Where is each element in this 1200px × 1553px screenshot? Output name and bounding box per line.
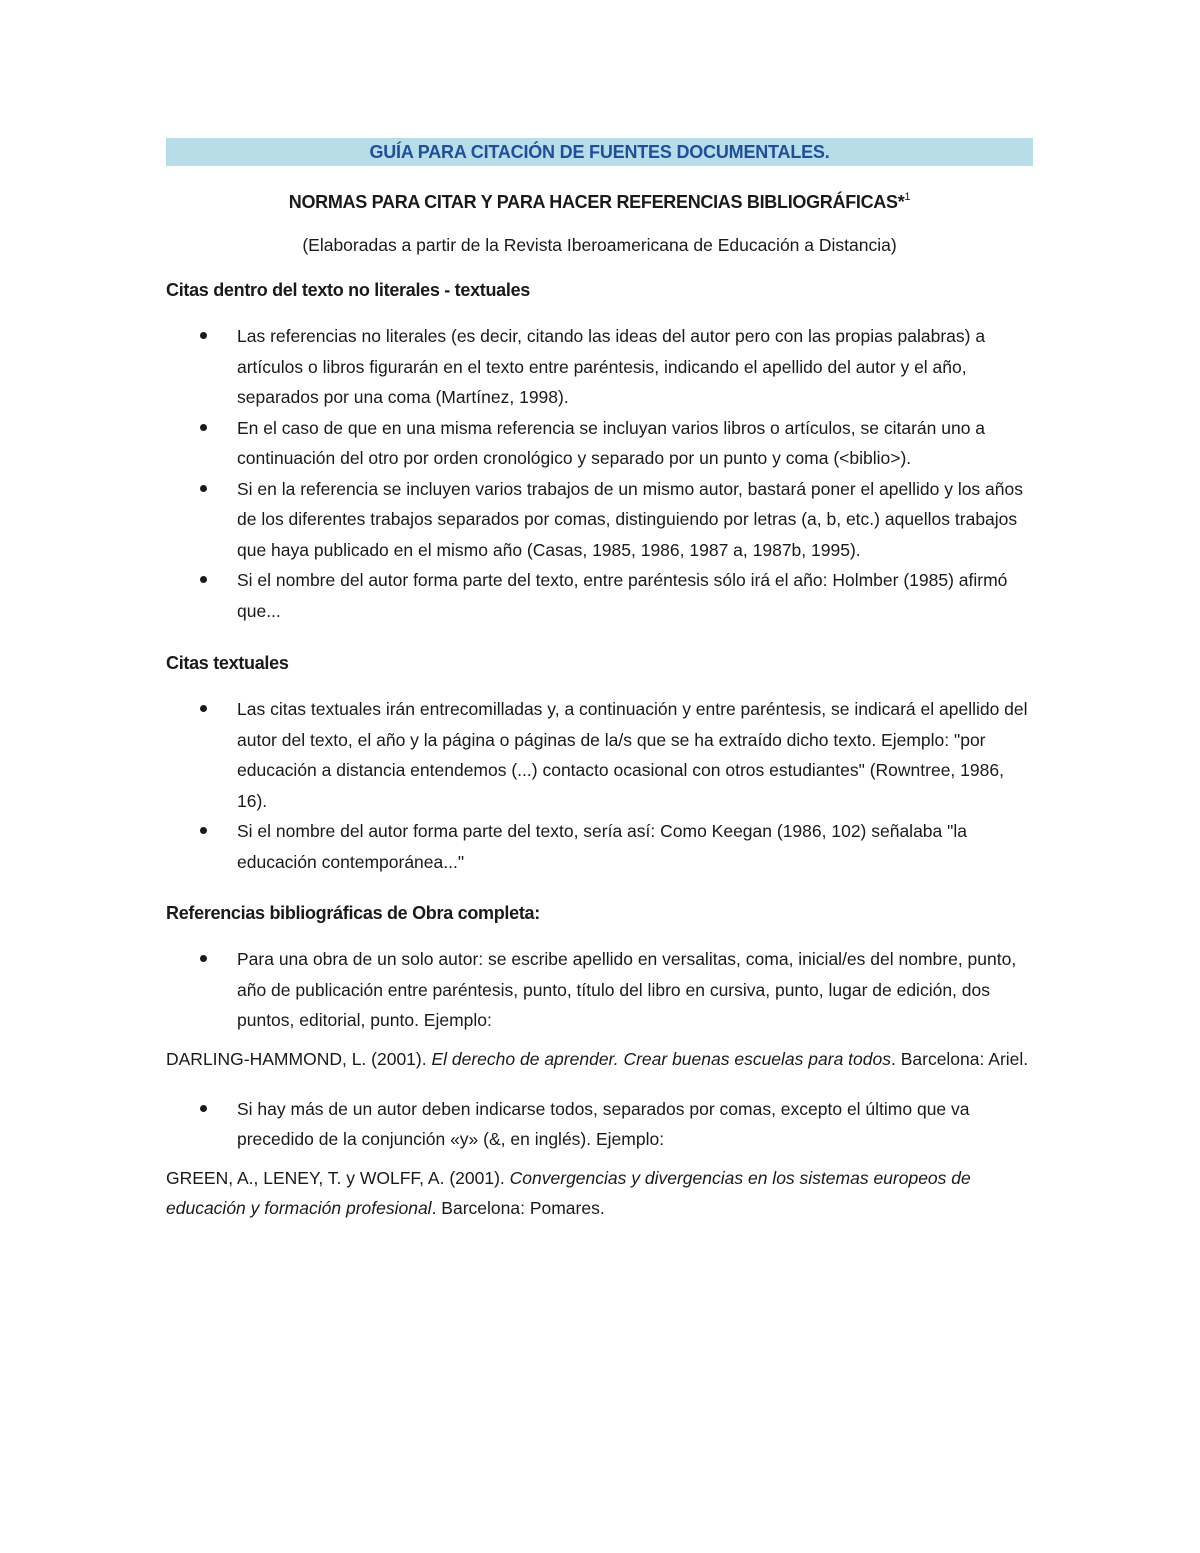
- bullet-icon: [200, 705, 207, 712]
- document-page: [166, 138, 1033, 1223]
- reference-title: Convergencias y divergencias en los sistemas europeos de educación y formación profesional: [166, 1167, 971, 1218]
- footnote-marker: 1: [904, 191, 911, 203]
- reference-author: DARLING-HAMMOND, L. (2001).: [166, 1048, 432, 1069]
- bullet-list-textual: [166, 694, 1033, 877]
- list-item: [166, 816, 1033, 877]
- list-item: [166, 944, 1033, 1036]
- list-item-text: Las citas textuales irán entrecomilladas y, a continuación y entre paréntesis, se indicará el apellido del autor del texto, el año y la página o páginas de la/s que se ha extraído dicho texto. Ejemplo: "por educación a distancia entendemos (...) contacto ocasional con otros estudiantes" (Rowntree, 1986, 16).: [237, 699, 1028, 811]
- reference-publisher: . Barcelona: Pomares.: [431, 1197, 605, 1218]
- bullet-list-single-author: [166, 944, 1033, 1036]
- list-item-text: En el caso de que en una misma referencia se incluyan varios libros o artículos, se citarán uno a continuación del otro por orden cronológico y separado por un punto y coma (<biblio>).: [237, 417, 986, 468]
- reference-example-2: [166, 1163, 1033, 1223]
- bullet-icon: [200, 485, 207, 492]
- list-item-text: Si hay más de un autor deben indicarse todos, separados por comas, excepto el último que va precedido de la conjunción «y» (&, en inglés). Ejemplo:: [237, 1098, 970, 1149]
- reference-author: GREEN, A., LENEY, T. y WOLFF, A. (2001).: [166, 1167, 510, 1188]
- bullet-icon: [200, 827, 207, 834]
- list-item: [166, 413, 1033, 474]
- list-item-text: Si el nombre del autor forma parte del texto, entre paréntesis sólo irá el año: Holmber (1985) afirmó que...: [237, 570, 1008, 621]
- list-item: [166, 321, 1033, 413]
- list-item-text: Para una obra de un solo autor: se escribe apellido en versalitas, coma, inicial/es del nombre, punto, año de publicación entre paréntesis, punto, título del libro en cursiva, punto, lugar de edición, dos puntos, editorial, punto. Ejemplo:: [237, 949, 1017, 1030]
- list-item: [166, 694, 1033, 816]
- subtitle-text: NORMAS PARA CITAR Y PARA HACER REFERENCIAS BIBLIOGRÁFICAS*: [288, 192, 905, 212]
- list-item-text: Si el nombre del autor forma parte del texto, sería así: Como Keegan (1986, 102) señalaba "la educación contemporánea...": [237, 821, 967, 872]
- section-heading-references: Referencias bibliográficas de Obra completa:: [166, 903, 540, 923]
- document-title: GUÍA PARA CITACIÓN DE FUENTES DOCUMENTALES.: [166, 138, 1033, 166]
- document-subtitle: [166, 191, 1033, 213]
- bullet-icon: [200, 332, 207, 339]
- source-note: (Elaboradas a partir de la Revista Iberoamericana de Educación a Distancia): [302, 235, 897, 255]
- list-item-text: Las referencias no literales (es decir, citando las ideas del autor pero con las propias palabras) a artículos o libros figurarán en el texto entre paréntesis, indicando el apellido del autor y el año, separados por una coma (Martínez, 1998).: [237, 326, 986, 407]
- reference-title: El derecho de aprender. Crear buenas escuelas para todos: [431, 1048, 891, 1069]
- section-heading-non-literal: Citas dentro del texto no literales - textuales: [166, 280, 530, 300]
- bullet-icon: [200, 955, 207, 962]
- list-item: [166, 474, 1033, 566]
- bullet-icon: [200, 424, 207, 431]
- bullet-list-multi-author: [166, 1094, 1033, 1155]
- list-item: [166, 1094, 1033, 1155]
- bullet-list-non-literal: [166, 321, 1033, 626]
- reference-example-1: [166, 1044, 1033, 1074]
- section-heading-textual: Citas textuales: [166, 653, 289, 673]
- bullet-icon: [200, 1105, 207, 1112]
- list-item: [166, 565, 1033, 626]
- list-item-text: Si en la referencia se incluyen varios trabajos de un mismo autor, bastará poner el apellido y los años de los diferentes trabajos separados por comas, distinguiendo por letras (a, b, etc.) aquellos trabajos que haya publicado en el mismo año (Casas, 1985, 1986, 1987 a, 1987b, 1995).: [237, 478, 1023, 560]
- bullet-icon: [200, 576, 207, 583]
- reference-publisher: . Barcelona: Ariel.: [890, 1048, 1029, 1069]
